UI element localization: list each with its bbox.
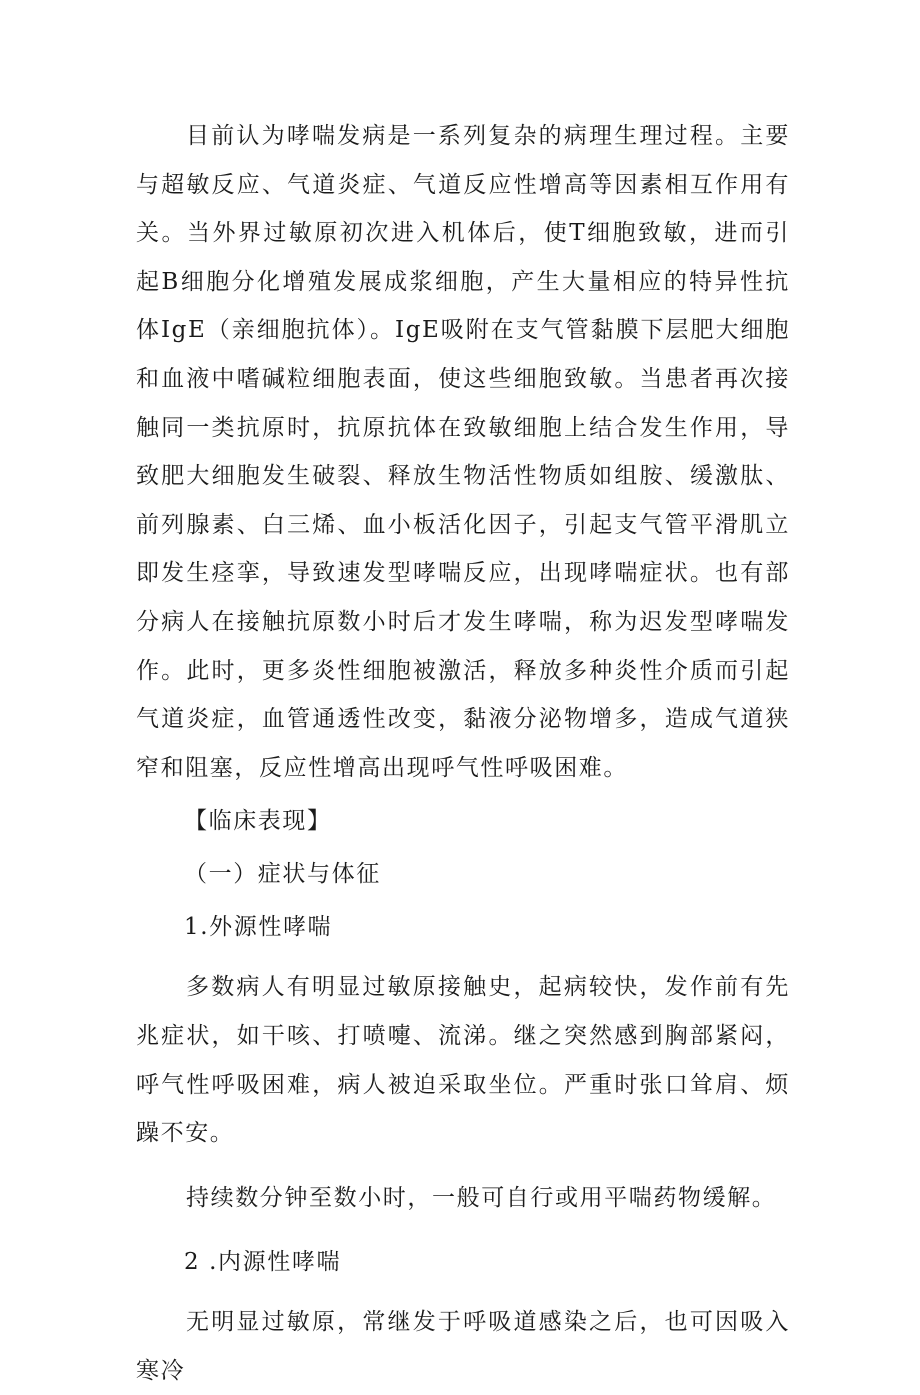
- paragraph-pathogenesis: 目前认为哮喘发病是一系列复杂的病理生理过程。主要与超敏反应、气道炎症、气道反应性增高等因素相互作用有关。当外界过敏原初次进入机体后，使T细胞致敏，进而引起B细胞分化增殖发展成浆细胞，产生大量相应的特异性抗体IgE（亲细胞抗体）。IgE吸附在支气管黏膜下层肥大细胞和血液中嗜碱粒细胞表面，使这些细胞致敏。当患者再次接触同一类抗原时，抗原抗体在致敏细胞上结合发生作用，导致肥大细胞发生破裂、释放生物活性物质如组胺、缓激肽、前列腺素、白三烯、血小板活化因子，引起支气管平滑肌立即发生痉挛，导致速发型哮喘反应，出现哮喘症状。也有部分病人在接触抗原数小时后才发生哮喘，称为迟发型哮喘发作。此时，更多炎性细胞被激活，释放多种炎性介质而引起气道炎症，血管通透性改变，黏液分泌物增多，造成气道狭窄和阻塞，反应性增高出现呼气性呼吸困难。: [136, 123, 790, 781]
- paragraph-extrinsic-symptoms: 多数病人有明显过敏原接触史，起病较快，发作前有先兆症状，如干咳、打喷嚏、流涕。继之突然感到胸部紧闷，呼气性呼吸困难，病人被迫采取坐位。严重时张口耸肩、烦躁不安。: [136, 974, 790, 1147]
- subsection-heading-symptoms: （一）症状与体征: [184, 861, 381, 888]
- item-heading-intrinsic-asthma: 2 .内源性哮喘: [184, 1249, 342, 1276]
- section-heading-clinical: 【临床表现】: [184, 808, 332, 835]
- document-body: [136, 112, 790, 1395]
- paragraph-intrinsic-cause: 无明显过敏原，常继发于呼吸道感染之后，也可因吸入寒冷: [136, 1309, 790, 1384]
- paragraph-extrinsic-duration: 持续数分钟至数小时，一般可自行或用平喘药物缓解。: [186, 1184, 777, 1211]
- item-heading-extrinsic-asthma: 1.外源性哮喘: [184, 914, 333, 941]
